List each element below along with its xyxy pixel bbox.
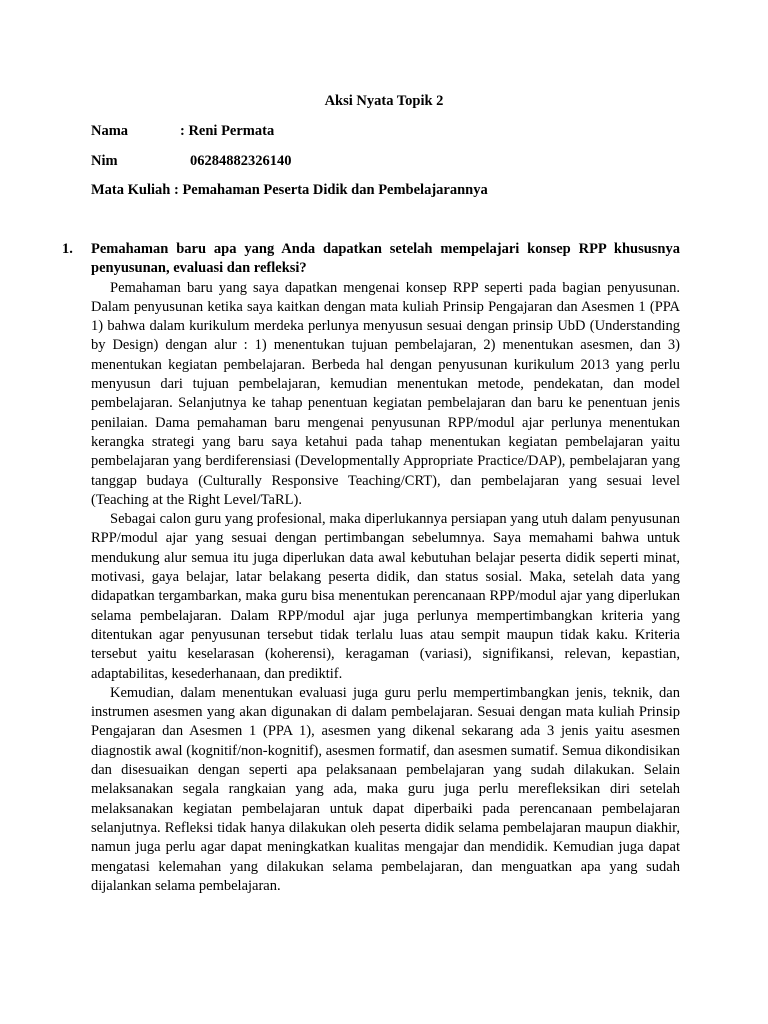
question-block <box>62 240 680 896</box>
meta-value-name: : Reni Permata <box>180 123 275 139</box>
meta-row-nim <box>91 153 292 170</box>
question-text: Pemahaman baru apa yang Anda dapatkan setelah mempelajari konsep RPP khususnya penyusunan, evaluasi dan refleksi? <box>91 241 680 277</box>
meta-row-course <box>91 182 488 199</box>
meta-label-nim: Nim <box>91 153 118 169</box>
answer-body <box>91 279 680 897</box>
answer-paragraph: Sebagai calon guru yang profesional, maka diperlukannya persiapan yang utuh dalam penyusunan RPP/modul ajar yang sesuai dengan pertimbangan sebelumnya. Saya memahami bahwa untuk mendukung alur semua itu juga diperlukan data awal kebutuhan belajar peserta didik seperti minat, motivasi, gaya belajar, latar belakang peserta didik, dan status sosial. Maka, setelah data yang didapatkan tergambarkan, maka guru bisa menentukan perencanaan RPP/modul ajar yang diperlukan selama pembelajaran. Dalam RPP/modul ajar juga perlunya mempertimbangkan kriteria yang ditentukan agar penyusunan tersebut tidak terlalu luas atau sempit maupun tidak kaku. Kriteria tersebut yaitu keselarasan (koherensi), keragaman (variasi), signifikansi, relevan, kepastian, adaptabilitas, kesederhanaan, dan prediktif. <box>91 511 680 682</box>
meta-label-name: Nama <box>91 123 129 139</box>
answer-paragraph: Kemudian, dalam menentukan evaluasi juga guru perlu mempertimbangkan jenis, teknik, dan instrumen asesmen yang akan digunakan di dalam pembelajaran. Sesuai dengan mata kuliah Prinsip Pengajaran dan Asesmen 1 (PPA 1), asesmen yang dikenal sekarang ada 3 jenis yaitu asesmen diagnostik awal (kognitif/non-kognitif), asesmen formatif, dan asesmen sumatif. Semua dikondisikan dan disesuaikan dengan seperti apa pelaksanaan pembelajaran yang sudah dilakukan. Selain melaksanakan segala rangkaian yang ada, maka guru juga perlu merefleksikan diri setelah melaksanakan kegiatan pembelajaran untuk dapat diperbaiki pada perencanaan pembelajaran selanjutnya. Refleksi tidak hanya dilakukan oleh peserta didik selama pembelajaran maupun diakhir, namun juga perlu agar dapat meningkatkan kualitas mengajar dan mendidik. Kemudian juga dapat mengatasi kelemahan yang dilakukan selama pembelajaran, dan menguatkan apa yang sudah dijalankan selama pembelajaran. <box>91 684 680 894</box>
meta-value-course: : Pemahaman Peserta Didik dan Pembelajarannya <box>173 182 488 198</box>
question-number: 1. <box>62 241 73 257</box>
meta-label-course: Mata Kuliah <box>91 182 171 198</box>
meta-row-name <box>91 123 275 140</box>
document-title: Aksi Nyata Topik 2 <box>324 93 444 109</box>
answer-paragraph: Pemahaman baru yang saya dapatkan mengenai konsep RPP seperti pada bagian penyusunan. Dalam penyusunan ketika saya kaitkan dengan mata kuliah Prinsip Pengajaran dan Asesmen 1 (PPA 1) bahwa dalam kurikulum merdeka perlunya menyusun sesuai dengan prinsip UbD (Understanding by Design) dengan alur : 1) menentukan tujuan pembelajaran, 2) menentukan asesmen, dan 3) menentukan kegiatan pembelajaran. Berbeda hal dengan penyusunan kurikulum 2013 yang perlu menyusun dari tujuan pembelajaran, kemudian menentukan metode, pendekatan, dan model pembelajaran. Selanjutnya ke tahap penentuan kegiatan pembelajaran dan baru ke penentuan jenis penilaian. Dama pemahaman baru mengenai penyusunan RPP/modul ajar perlunya menentukan kerangka strategi yang baru saya ketahui pada tahap menentukan kegiatan pembelajaran yaitu pembelajaran yang berdiferensiasi (Developmentally Appropriate Practice/DAP), pembelajaran yang tanggap budaya (Culturally Responsive Teaching/CRT), dan pembelajaran yang sesuai level (Teaching at the Right Level/TaRL). <box>91 279 680 508</box>
meta-value-nim: 06284882326140 <box>190 153 292 169</box>
